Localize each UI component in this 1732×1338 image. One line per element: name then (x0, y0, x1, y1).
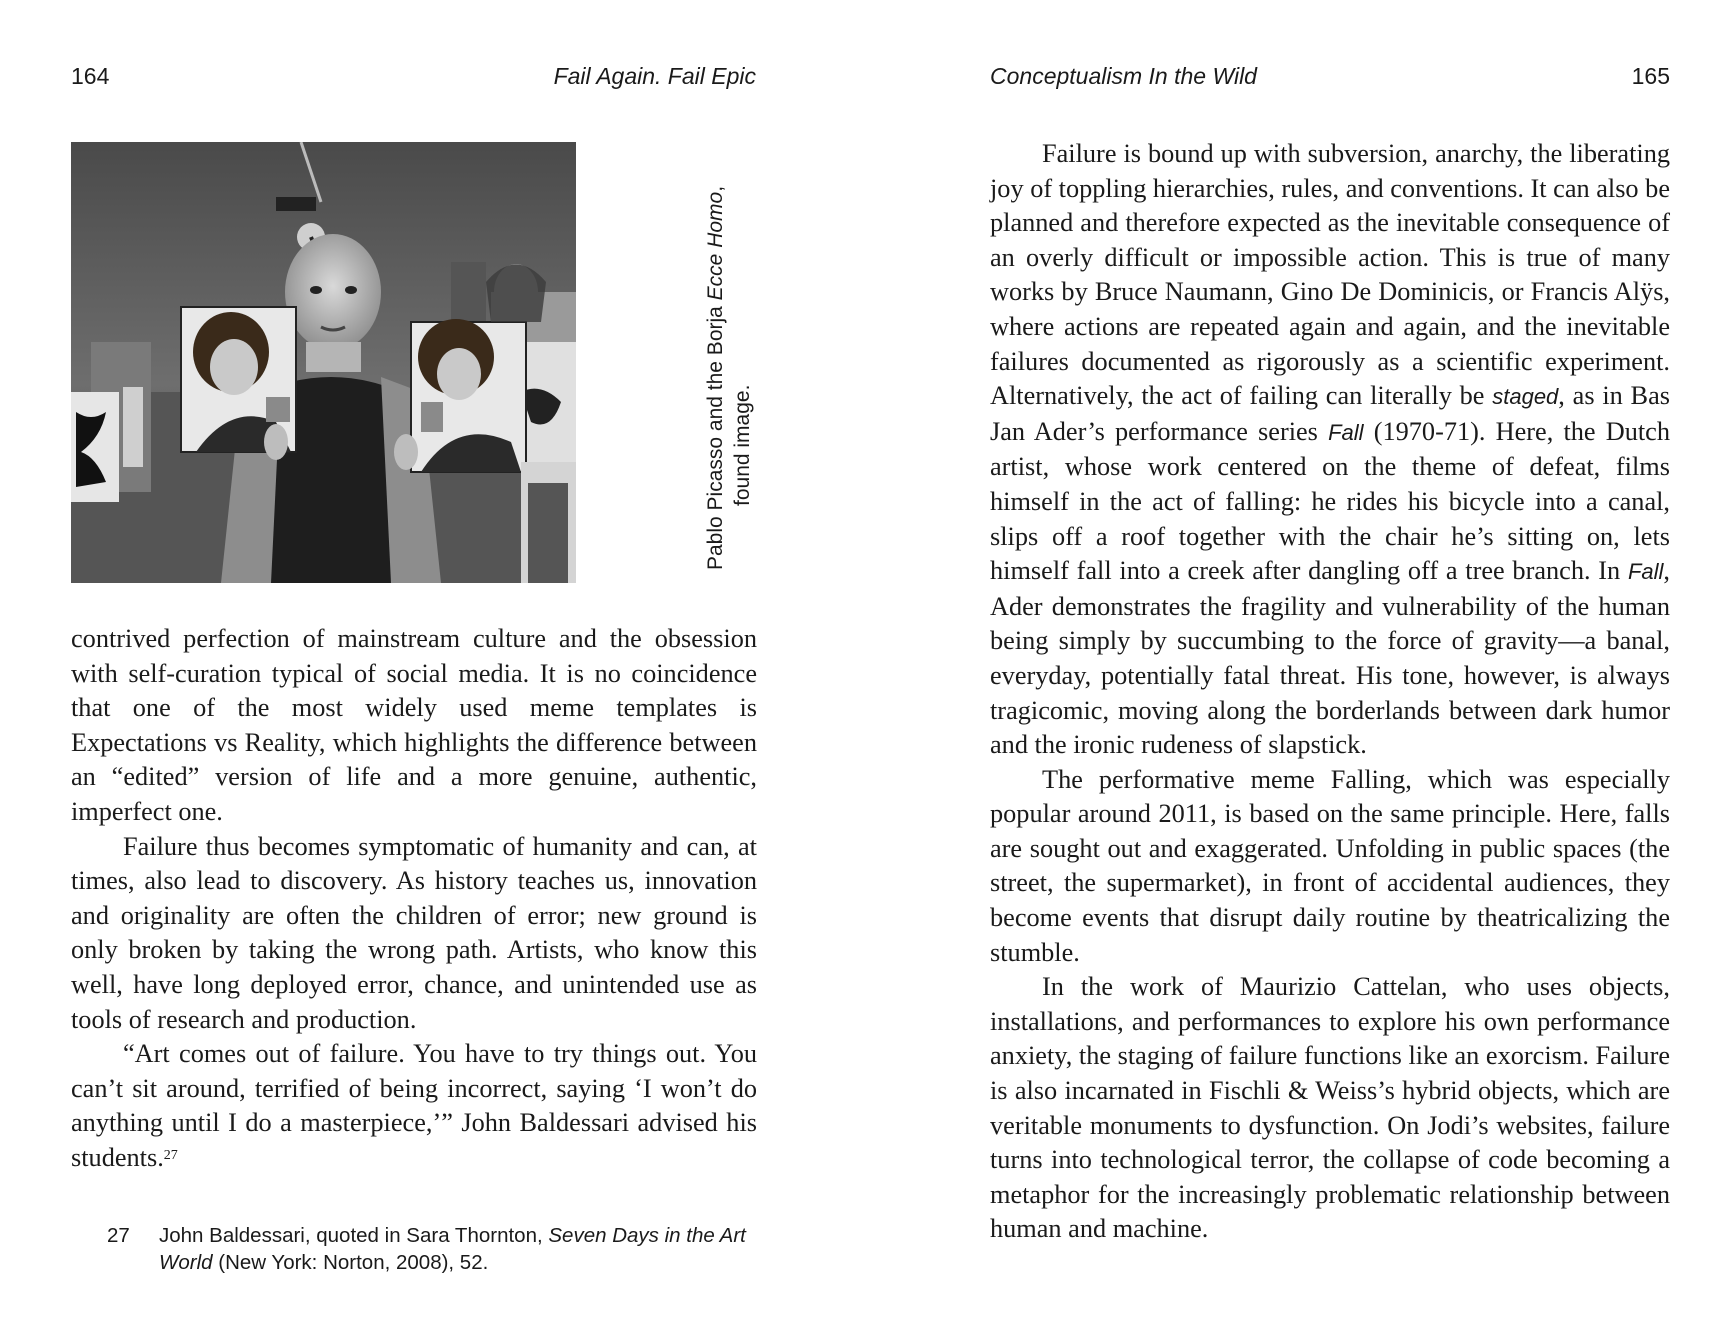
p1-fall-title-2: Fall (1627, 559, 1664, 585)
caption-line-2: found image. (731, 384, 754, 506)
left-page-body (71, 622, 757, 1176)
left-paragraph-1: contrived perfection of mainstream culture and the obsession with self-curation typical of social media. It is no coincidence that one of the most widely used meme templates is Expectations vs Reality, which highlights the difference between an “edited” version of life and a more genuine, authentic, imperfect one. (71, 624, 757, 826)
footnote-text: John Baldessari, quoted in Sara Thornton, (159, 1224, 549, 1247)
right-page-body (990, 137, 1670, 1247)
caption-title: Ecce Homo (704, 191, 727, 301)
p1-text-d: , Ader demonstrates the fragility and vulnerability of the human being simply by succumbing to the force of gravity—a banal, everyday, potentially fatal threat. His tone, however, is always tragicomic, moving along the borderlands between dark humor and the ironic rudeness of slapstick. (990, 556, 1670, 760)
p1-staged: staged (1492, 384, 1559, 410)
footnote-number: 27 (107, 1224, 130, 1247)
right-paragraph-2: The performative meme Falling, which was especially popular around 2011, is based on the same principle. Here, falls are sought out and exaggerated. Unfolding in public spaces (the street, the supermarket), in front of accidental audiences, they become events that disrupt daily routine by theatricalizing the stumble. (990, 764, 1670, 967)
p1-fall-title: Fall (1328, 419, 1364, 445)
left-running-head: Fail Again. Fail Epic (553, 63, 756, 89)
footnote-reference[interactable]: 27 (163, 1147, 178, 1163)
p1-text-b: , as in Bas Jan Ader’s performance series (990, 381, 1671, 446)
baldessari-quote: “Art comes out of failure. You have to try things out. You can’t sit around, terrified of being incorrect, saying ‘I won’t do anything until I do a masterpiece,’” John Baldessari advised his students. (71, 1039, 757, 1172)
footnote-book-title: Seven Days in the Art World (159, 1224, 746, 1274)
p1-text-a: Failure is bound up with subversion, anarchy, the liberating joy of toppling hierarchies, rules, and conventions. It can also be planned and therefore expected as the inevitable consequence of an overly difficult or impossible action. This is true of many works by Bruce Naumann, Gino De Dominicis, or Francis Alÿs, where actions are repeated again and again, and the inevitable failures documented as rigorously as a scientific experiment. Alternatively, the act of failing can literally be (990, 139, 1670, 411)
left-paragraph-3 (71, 1037, 757, 1175)
right-paragraph-3: In the work of Maurizio Cattelan, who uses objects, installations, and performances to explore his own performance anxiety, the staging of failure functions like an exorcism. Failure is also incarnated in Fischli & Weiss’s hybrid objects, which are veritable monuments to dysfunction. On Jodi’s websites, failure turns into technological terror, the collapse of code becoming a metaphor for the increasingly problematic relationship between human and machine. (990, 972, 1670, 1244)
p1-text-c: (1970-71). Here, the Dutch artist, whose work centered on the theme of defeat, films himself in the act of falling: he rides his bicycle into a canal, slips off a roof together with the chair he’s sitting on, lets himself fall into a creek after dangling off a tree branch. In (990, 416, 1671, 586)
right-running-head: Conceptualism In the Wild (990, 63, 1257, 89)
picasso-ecce-homo-photo (71, 142, 576, 583)
photo-caption (702, 160, 756, 570)
caption-text-1: Pablo Picasso and the Borja (704, 300, 727, 570)
left-page-number: 164 (71, 63, 110, 89)
caption-text-2: , (704, 185, 727, 192)
right-page-number: 165 (1631, 63, 1670, 89)
right-paragraph-1 (990, 137, 1670, 763)
footnote (107, 1222, 757, 1276)
footnote-publication: (New York: Norton, 2008), 52. (212, 1251, 489, 1274)
left-paragraph-2: Failure thus becomes symptomatic of humanity and can, at times, also lead to discovery. As history teaches us, innovation and originality are often the children of error; new ground is only broken by taking the wrong path. Artists, who know this well, have long deployed error, chance, and unintended use as tools of research and production. (71, 831, 757, 1034)
